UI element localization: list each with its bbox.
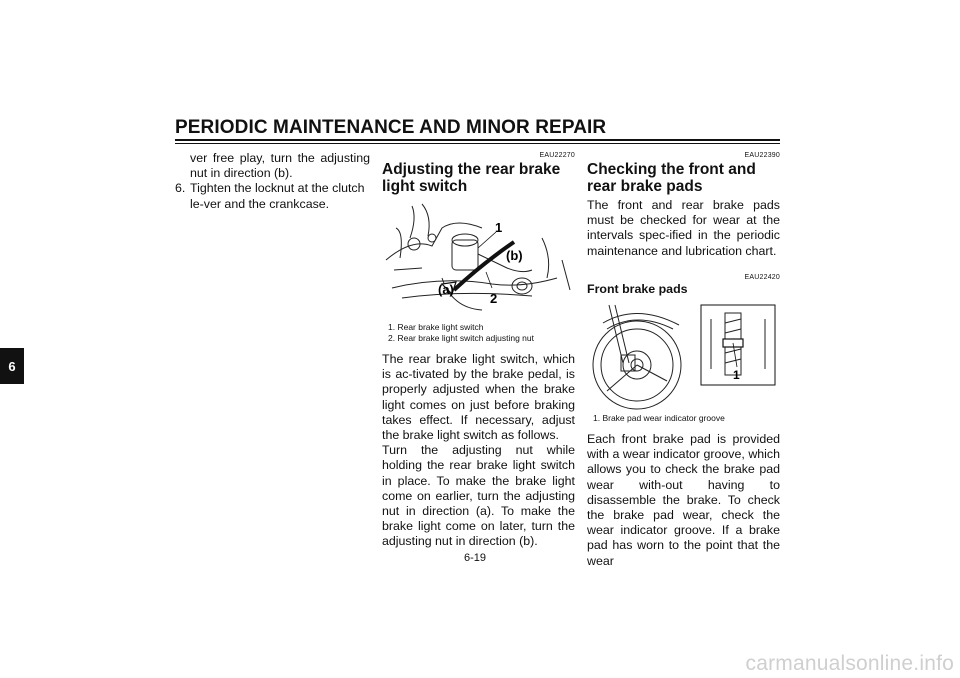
page-number: 6-19 bbox=[464, 552, 487, 564]
page-title: PERIODIC MAINTENANCE AND MINOR REPAIR bbox=[175, 117, 607, 138]
chapter-tab bbox=[0, 348, 24, 384]
figure-rear-brake-light-switch bbox=[382, 198, 575, 344]
section-code: EAU22270 bbox=[539, 152, 575, 159]
section-code: EAU22390 bbox=[744, 152, 780, 159]
brake-switch-illustration bbox=[382, 198, 575, 320]
chapter-tab-label: 6 bbox=[8, 358, 16, 374]
front-wheel-illustration bbox=[587, 299, 780, 411]
callout-2: 2 bbox=[490, 291, 498, 306]
section-heading-rear-brake-light-switch: Adjusting the rear brake light switch bbox=[382, 161, 561, 195]
section-code: EAU22420 bbox=[744, 273, 780, 281]
section-heading-brake-pads: Checking the front and rear brake pads bbox=[587, 161, 756, 195]
caption-line-1: 1. Rear brake light switch bbox=[388, 322, 484, 332]
continued-step-text: ver free play, turn the adjusting nut in direction (b). bbox=[190, 151, 370, 181]
callout-b: (b) bbox=[506, 248, 523, 263]
brake-pads-paragraph: The front and rear brake pads must be checked for wear at the intervals spec-ified in the periodic maintenance and lubrication chart. bbox=[587, 198, 780, 258]
callout-a: (a) bbox=[438, 282, 454, 297]
front-pads-paragraph: Each front brake pad is provided with a wear indicator groove, which allows you to check the brake pad wear with-out having to disassemble the brake. To check the brake pad wear, check the wear indicator groove. If a brake pad has worn to the point that the wear bbox=[587, 432, 780, 568]
header-rule-thin bbox=[175, 143, 780, 144]
column-left bbox=[175, 151, 370, 212]
step-text: Tighten the locknut at the clutch le-ver and the crankcase. bbox=[190, 181, 365, 211]
column-middle bbox=[382, 151, 575, 550]
figure-front-brake-pads bbox=[587, 299, 780, 424]
watermark-text: carmanualsonline.info bbox=[745, 652, 954, 675]
callout-1: 1 bbox=[495, 220, 503, 235]
column-right bbox=[587, 151, 780, 569]
rear-switch-paragraph: The rear brake light switch, which is ac-tivated by the brake pedal, is properly adjusted when the brake light comes on just before braking takes effect. If necessary, adjust the brake light switch as follows. bbox=[382, 352, 575, 443]
rear-switch-paragraph-2: Turn the adjusting nut while holding the rear brake light switch in place. To make the brake light come on earlier, turn the adjusting nut in direction (a). To make the brake light come on later, turn the adjusting nut in direction (b). bbox=[382, 443, 575, 549]
header-rule-thick bbox=[175, 139, 780, 141]
step-6 bbox=[175, 181, 370, 211]
step-number: 6. bbox=[175, 181, 186, 196]
figure-caption: 1. Brake pad wear indicator groove bbox=[593, 413, 725, 424]
callout-1: 1 bbox=[733, 368, 740, 383]
section-heading-front-brake-pads: Front brake pads bbox=[587, 281, 688, 296]
page-header bbox=[175, 118, 780, 144]
figure-caption bbox=[388, 322, 575, 344]
caption-line-2: 2. Rear brake light switch adjusting nut bbox=[388, 333, 534, 343]
